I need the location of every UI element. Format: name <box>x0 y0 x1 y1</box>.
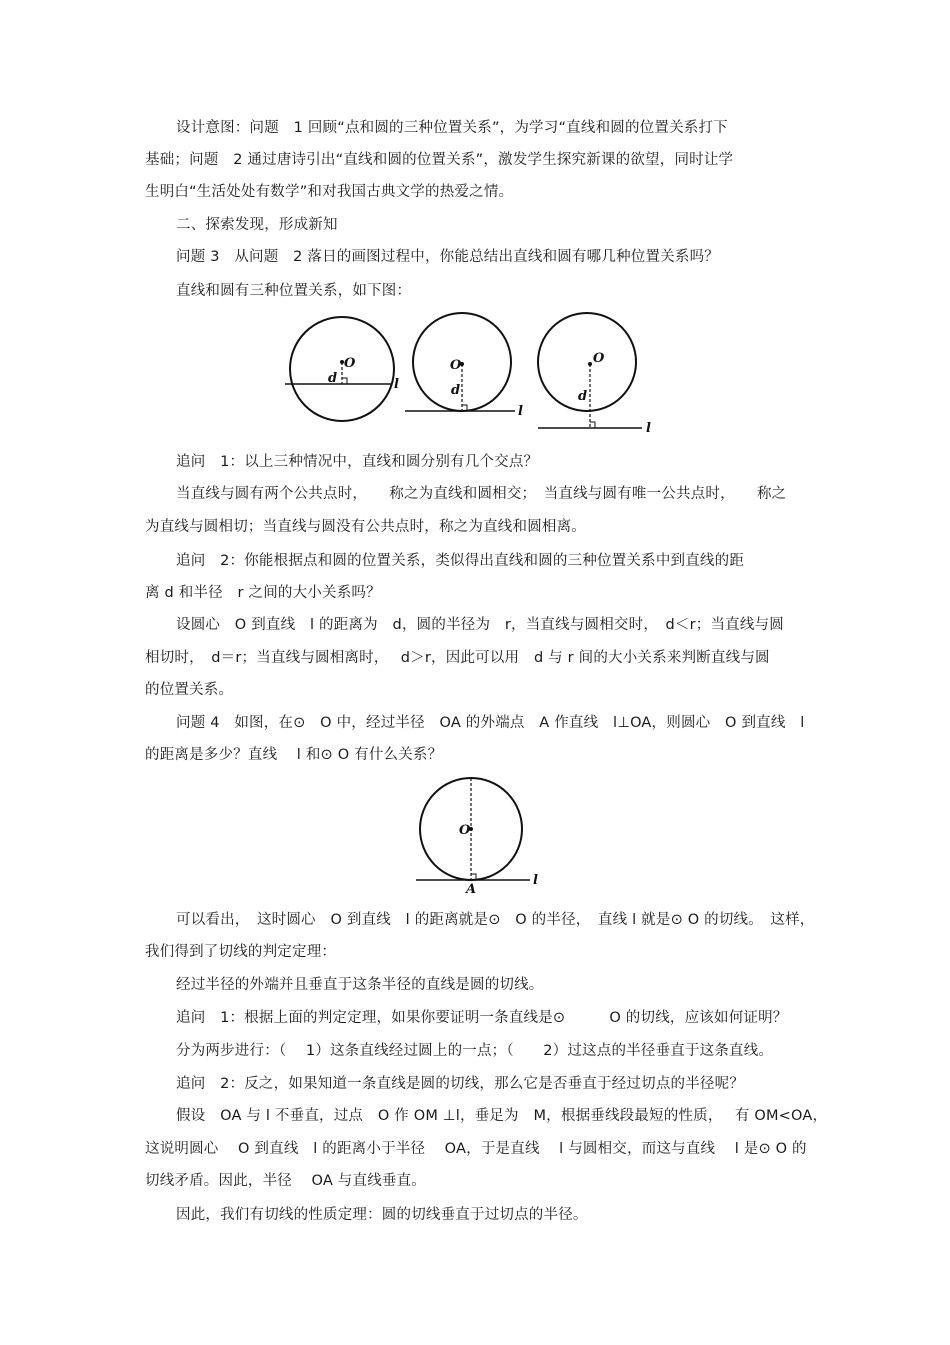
para-proof-1: 假设 OA 与 l 不垂直，过点 O 作 OM ⊥l，垂足为 M，根据垂线段最短的性质， 有 OM<OA， <box>176 1108 828 1124</box>
question-4-2: 的距离是多少？直线 l 和⊙ O 有什么关系？ <box>145 747 443 763</box>
para-relations-1: 当直线与圆有两个公共点时， 称之为直线和圆相交； 当直线与圆有唯一公共点时， 称之 <box>176 486 787 502</box>
para-design-intent-1: 设计意图：问题 1 回顾“点和圆的三种位置关系”，为学习“直线和圆的位置关系打下 <box>176 120 728 136</box>
figure-three-relations <box>280 312 660 437</box>
label-d-1: d <box>328 371 338 386</box>
para-distance-1: 设圆心 O 到直线 l 的距离为 d，圆的半径为 r，当直线与圆相交时， d＜r；当直线与圆 <box>176 617 784 633</box>
para-proof-2: 这说明圆心 O 到直线 l 的距离小于半径 OA，于是直线 l 与圆相交，而这与直线 l 是⊙ O 的 <box>145 1141 807 1157</box>
label-l-2: l <box>518 404 523 419</box>
para-proof-3: 切线矛盾。因此，半径 OA 与直线垂直。 <box>145 1173 426 1189</box>
label-d-2: d <box>451 383 461 398</box>
tangent-criterion: 经过半径的外端并且垂直于这条半径的直线是圆的切线。 <box>176 977 544 993</box>
label-l-3: l <box>646 421 651 436</box>
figure-tangent-at-A <box>412 776 552 896</box>
label-A: A <box>466 882 477 897</box>
follow-up-2-1: 追问 2：你能根据点和圆的位置关系，类似得出直线和圆的三种位置关系中到直线的距 <box>176 553 745 569</box>
follow-up-2-2: 离 d 和半径 r 之间的大小关系吗？ <box>145 585 381 601</box>
question-4-1: 问题 4 如图，在⊙ O 中，经过半径 OA 的外端点 A 作直线 l⊥OA，则圆心 O 到直线 l <box>176 715 805 731</box>
three-relations-intro: 直线和圆有三种位置关系，如下图： <box>176 283 412 299</box>
section-heading: 二、探索发现，形成新知 <box>176 217 338 233</box>
label-O-3: O <box>593 351 605 366</box>
follow-up-3: 追问 1：根据上面的判定定理，如果你要证明一条直线是⊙ O 的切线，应该如何证明？ <box>176 1010 788 1026</box>
label-l: l <box>533 873 538 888</box>
label-d-3: d <box>578 389 588 404</box>
label-O-1: O <box>344 356 356 371</box>
para-design-intent-3: 生明白“生活处处有数学”和对我国古典文学的热爱之情。 <box>145 184 514 200</box>
para-distance-3: 的位置关系。 <box>145 682 234 698</box>
label-O-2: O <box>450 358 462 373</box>
para-relations-2: 为直线与圆相切；当直线与圆没有公共点时，称之为直线和圆相离。 <box>145 519 586 535</box>
para-observe-2: 我们得到了切线的判定定理： <box>145 944 337 960</box>
label-O: O <box>459 823 471 838</box>
two-step-proof: 分为两步进行：（ 1）这条直线经过圆上的一点；（ 2）过这点的半径垂直于这条直线。 <box>176 1043 774 1059</box>
question-3: 问题 3 从问题 2 落日的画图过程中，你能总结出直线和圆有哪几种位置关系吗？ <box>176 249 719 265</box>
para-design-intent-2: 基础；问题 2 通过唐诗引出“直线和圆的位置关系”，激发学生探究新课的欲望，同时让学 <box>145 152 734 168</box>
para-observe-1: 可以看出， 这时圆心 O 到直线 l 的距离就是⊙ O 的半径， 直线 l 就是⊙ O 的切线。 这样， <box>176 912 815 928</box>
tangent-property: 因此，我们有切线的性质定理：圆的切线垂直于过切点的半径。 <box>176 1207 588 1223</box>
para-distance-2: 相切时， d＝r；当直线与圆相离时， d＞r，因此可以用 d 与 r 间的大小关系来判断直线与圆 <box>145 650 770 666</box>
follow-up-1: 追问 1：以上三种情况中，直线和圆分别有几个交点？ <box>176 454 539 470</box>
label-l-1: l <box>394 377 399 392</box>
follow-up-4: 追问 2：反之，如果知道一条直线是圆的切线，那么它是否垂直于经过切点的半径呢？ <box>176 1076 745 1092</box>
